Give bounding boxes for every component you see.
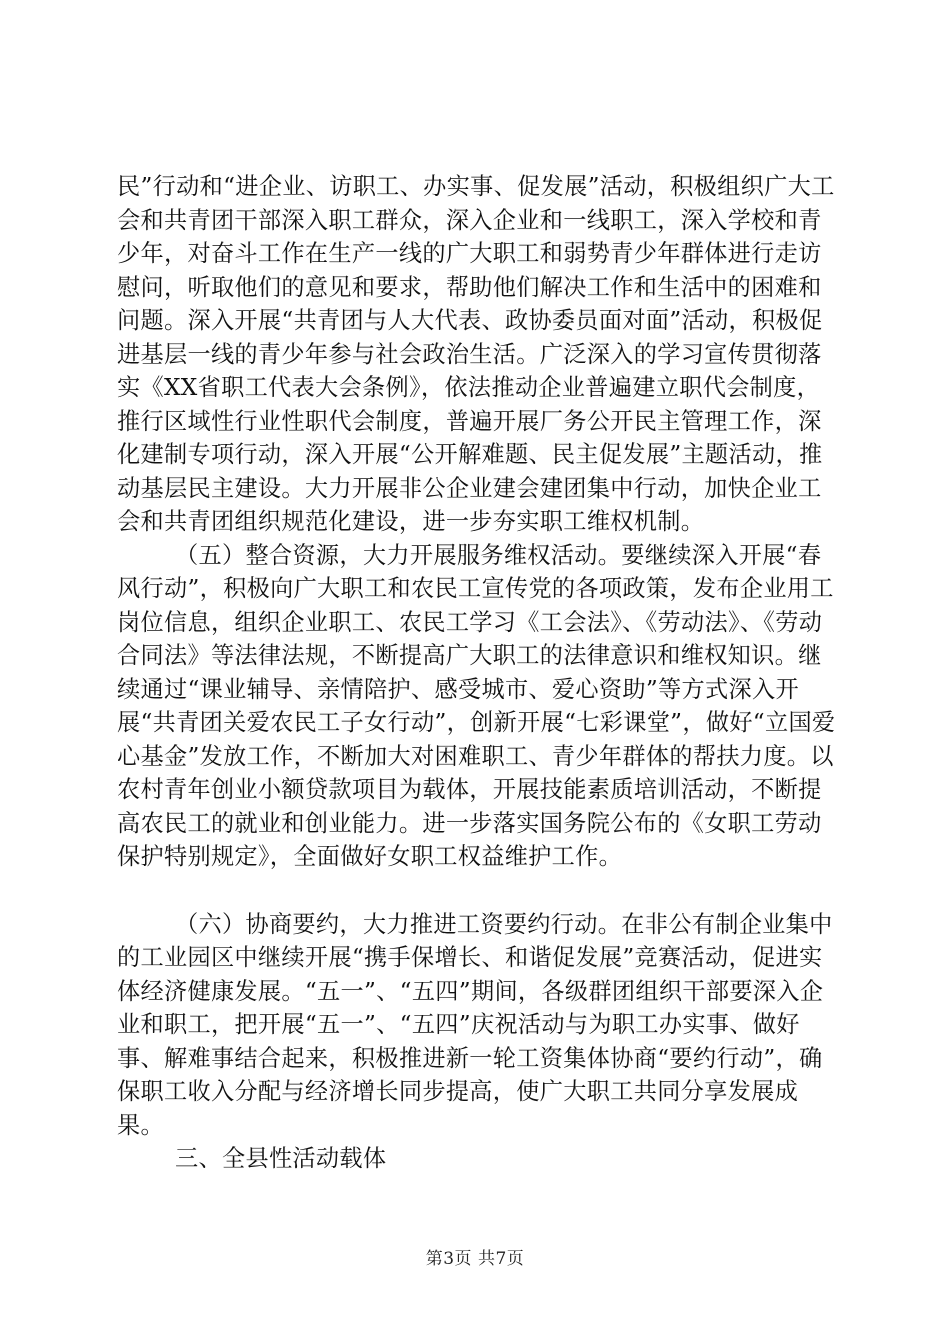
paragraph-section-five: （五）整合资源，大力开展服务维权活动。要继续深入开展“春风行动”，积极向广大职工和农民工宣传党的各项政策，发布企业用工岗位信息，组织企业职工、农民工学习《工会法》、《劳动法》、《劳动合同法》等法律法规，不断提高广大职工的法律意识和维权知识。继续通过“课业辅导、亲情陪护、感受城市、爱心资助”等方式深入开展“共青团关爱农民工子女行动”，创新开展“七彩课堂”，做好“立国爱心基金”发放工作，不断加大对困难职工、青少年群体的帮扶力度。以农村青年创业小额贷款项目为载体，开展技能素质培训活动，不断提高农民工的就业和创业能力。进一步落实国务院公布的《女职工劳动保护特别规定》，全面做好女职工权益维护工作。 — [117, 541, 836, 870]
page-number-footer: 第3页 共7页 — [425, 1249, 525, 1269]
section-heading-three: 三、全县性活动载体 — [175, 1145, 387, 1172]
paragraph-section-six: （六）协商要约，大力推进工资要约行动。在非公有制企业集中的工业园区中继续开展“携手保增长、和谐促发展”竞赛活动，促进实体经济健康发展。“五一”、“五四”期间，各级群团组织干部要深入企业和职工，把开展“五一”、“五四”庆祝活动与为职工办实事、做好事、解难事结合起来，积极推进新一轮工资集体协商“要约行动”，确保职工收入分配与经济增长同步提高，使广大职工共同分享发展成果。 — [117, 910, 833, 1139]
document-body — [117, 170, 837, 1176]
paragraph-continuation: 民”行动和“进企业、访职工、办实事、促发展”活动，积极组织广大工会和共青团干部深入职工群众，深入企业和一线职工，深入学校和青少年，对奋斗工作在生产一线的广大职工和弱势青少年群体进行走访慰问，听取他们的意见和要求，帮助他们解决工作和生活中的困难和问题。深入开展“共青团与人大代表、政协委员面对面”活动，积极促进基层一线的青少年参与社会政治生活。广泛深入的学习宣传贯彻落实《XX省职工代表大会条例》，依法推动企业普遍建立职代会制度，推行区域性行业性职代会制度，普遍开展厂务公开民主管理工作，深化建制专项行动，深入开展“公开解难题、民主促发展”主题活动，推动基层民主建设。大力开展非公企业建会建团集中行动，加快企业工会和共青团组织规范化建设，进一步夯实职工维权机制。 — [117, 173, 835, 535]
